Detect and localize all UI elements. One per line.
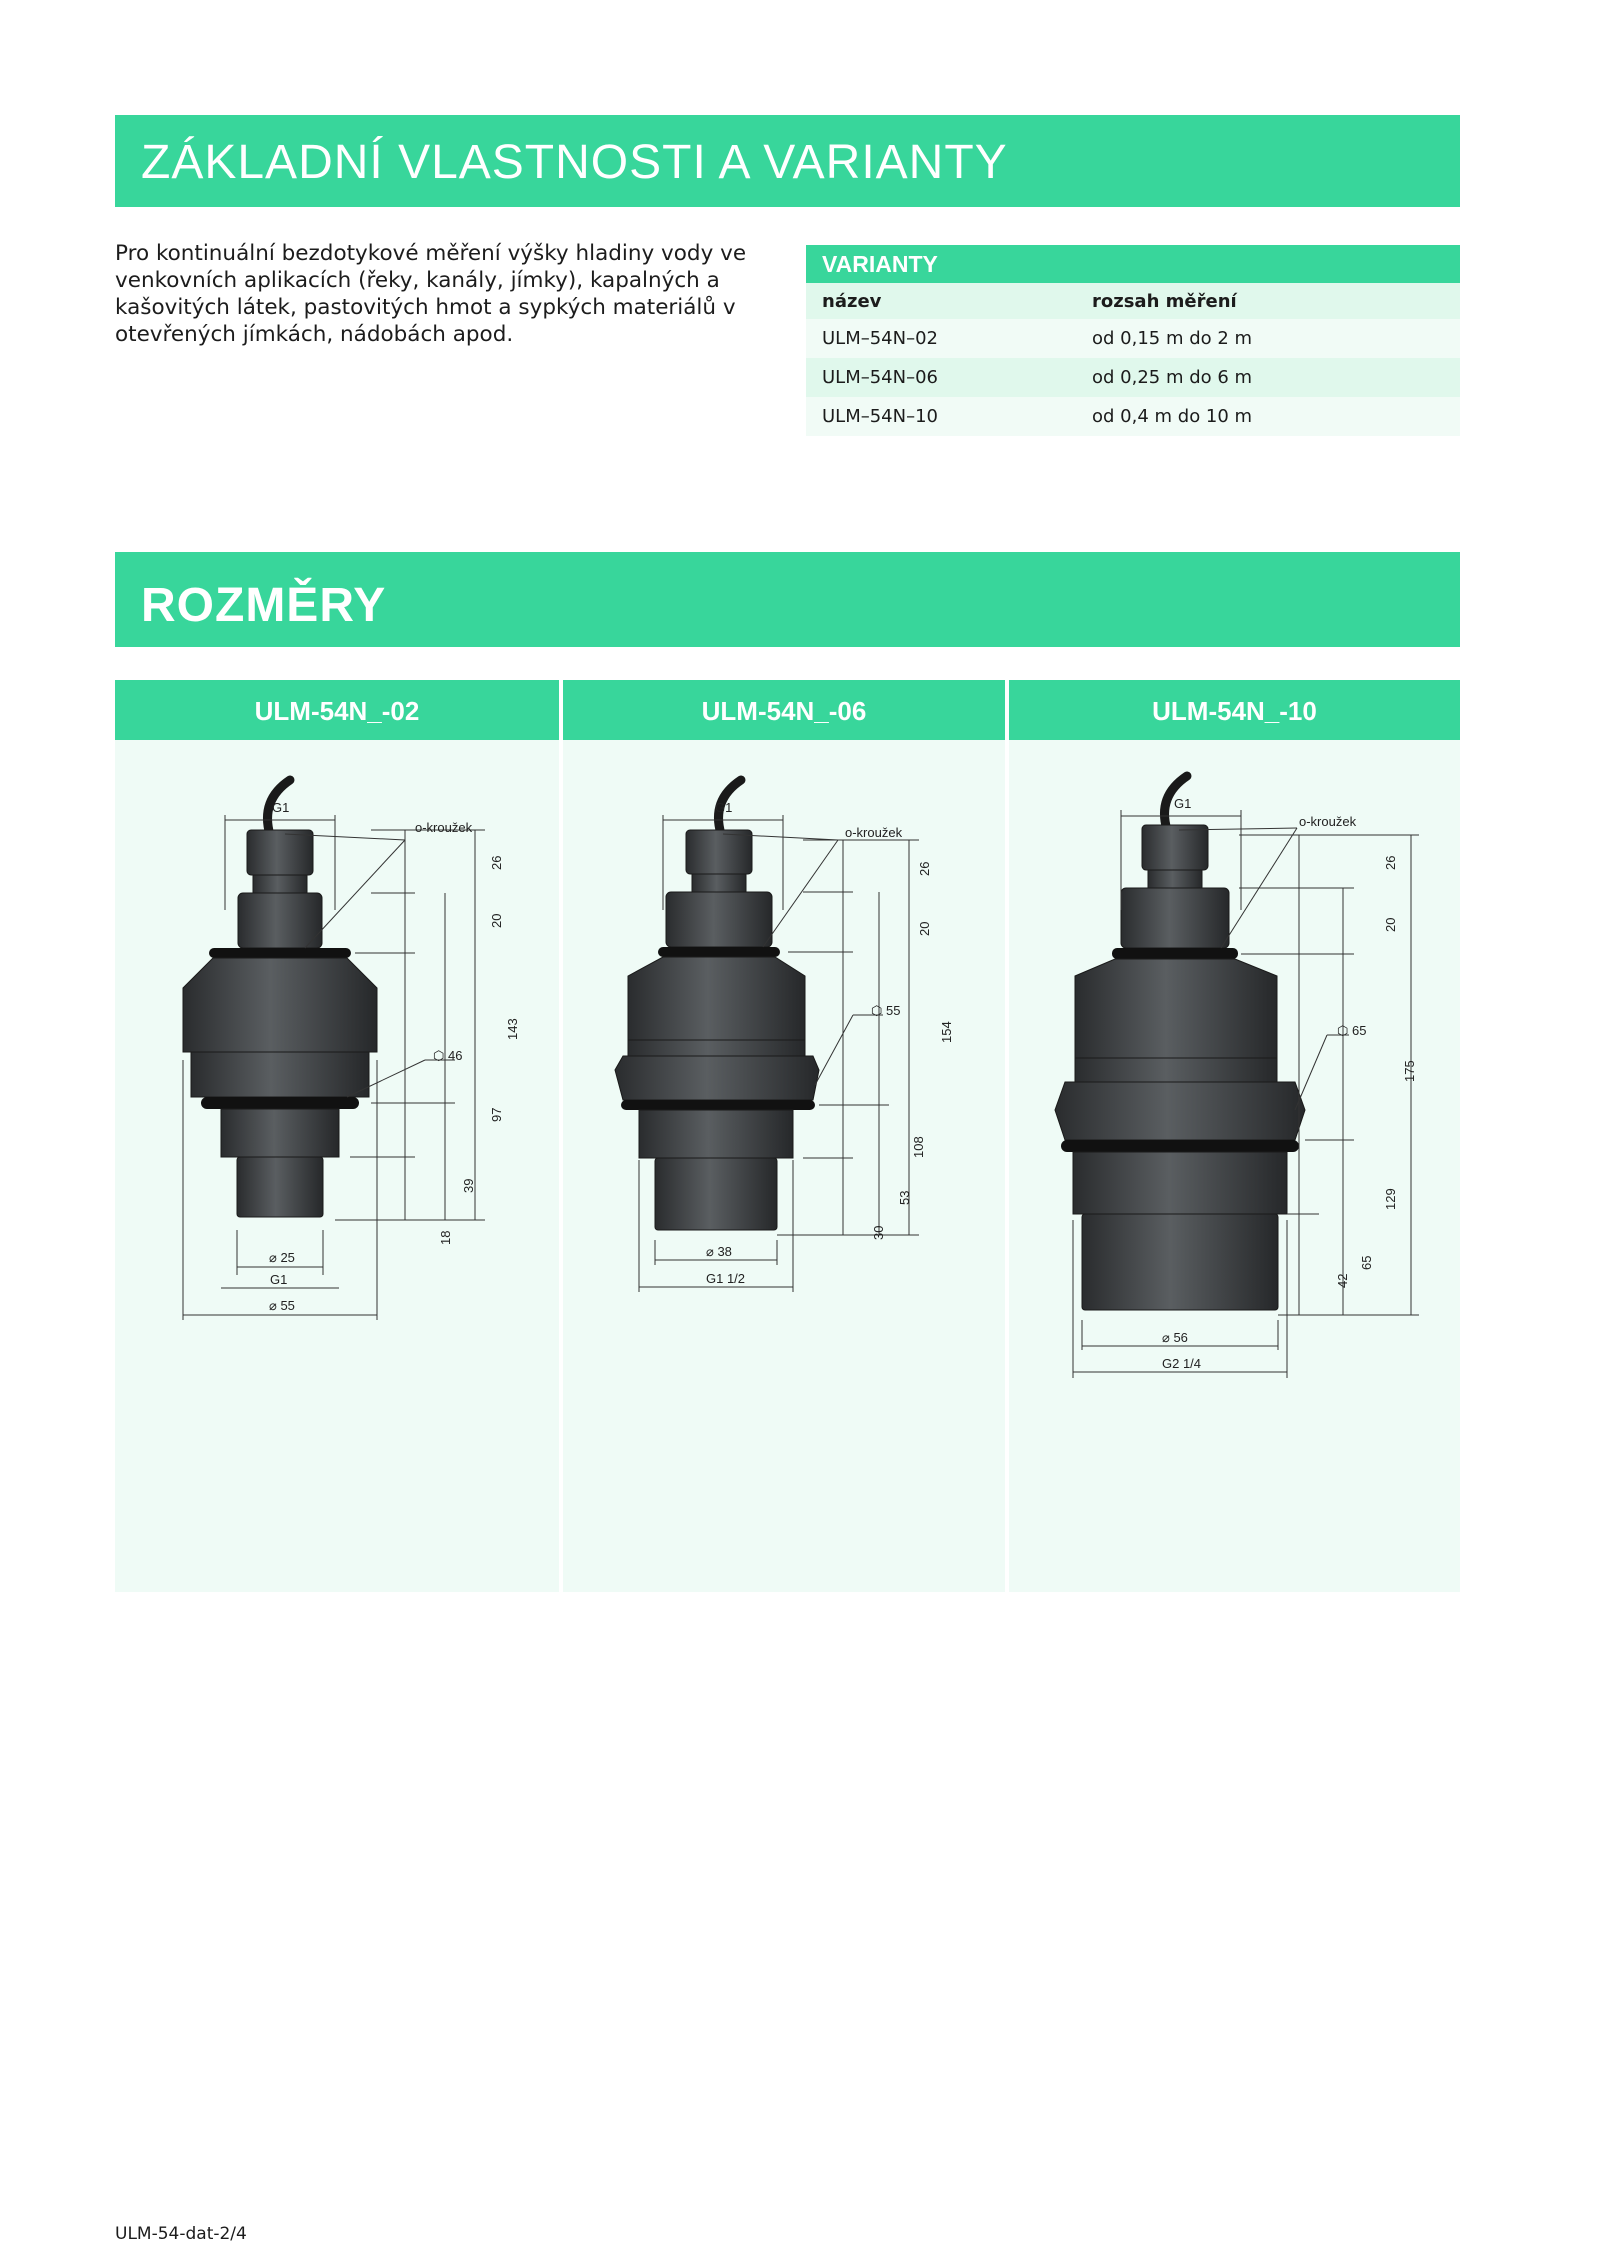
dim-20: 20 bbox=[917, 921, 932, 936]
dimension-panel-06 bbox=[563, 680, 1005, 1592]
intro-text: Pro kontinuální bezdotykové měření výšky hladiny vody ve venkovních aplikacích (řeky, kanály, jímky), kapalných a kašovitých látek, pastovitých hmot a sypkých materiálů v otevřených jímkách, nádobách apod. bbox=[115, 241, 747, 347]
dim-97: 97 bbox=[489, 1107, 504, 1122]
variant-range: od 0,15 m do 2 m bbox=[1092, 328, 1253, 349]
dim-108: 108 bbox=[911, 1136, 926, 1158]
thread-label: G1 1/2 bbox=[706, 1271, 746, 1286]
variants-table-header bbox=[806, 283, 1460, 319]
section-header-properties bbox=[115, 115, 1460, 207]
col-range-header: rozsah měření bbox=[1092, 290, 1237, 312]
dim-26: 26 bbox=[489, 855, 504, 870]
section-title: ROZMĚRY bbox=[141, 579, 387, 632]
table-row bbox=[806, 358, 1460, 397]
sensor-body bbox=[1055, 776, 1305, 1310]
panel-title: ULM-54N_-06 bbox=[563, 680, 1005, 740]
variants-table bbox=[806, 245, 1460, 436]
section-title: ZÁKLADNÍ VLASTNOSTI A VARIANTY bbox=[141, 136, 1008, 189]
dia-small-label: ⌀ 38 bbox=[706, 1244, 732, 1259]
top-thread-label: G1 bbox=[272, 800, 290, 815]
variant-name: ULM–54N–10 bbox=[822, 406, 939, 427]
dim-154: 154 bbox=[939, 1021, 954, 1043]
page-footer: ULM-54-dat-2/4 bbox=[115, 2224, 247, 2244]
dia-small-label: ⌀ 56 bbox=[1162, 1330, 1188, 1345]
hex-value: 46 bbox=[447, 1048, 463, 1063]
sensor-body bbox=[615, 780, 819, 1230]
col-name-header: název bbox=[822, 290, 882, 312]
dia-small-label: ⌀ 25 bbox=[269, 1250, 295, 1265]
variant-name: ULM–54N–02 bbox=[822, 328, 939, 349]
section-header-dimensions bbox=[115, 552, 1460, 647]
panel-title: ULM-54N_-10 bbox=[1009, 680, 1460, 740]
sensor-drawing-02 bbox=[115, 740, 559, 1592]
variant-range: od 0,25 m do 6 m bbox=[1092, 367, 1253, 388]
dim-65: 65 bbox=[1359, 1255, 1374, 1270]
table-row bbox=[806, 397, 1460, 436]
sensor-body bbox=[183, 780, 377, 1217]
top-thread-label: G1 bbox=[715, 800, 733, 815]
hex-value: 65 bbox=[1351, 1023, 1367, 1038]
variants-table-title: VARIANTY bbox=[806, 245, 1460, 283]
dim-143: 143 bbox=[505, 1018, 520, 1040]
dim-26: 26 bbox=[917, 861, 932, 876]
hex-label: ⬡ 65 bbox=[1337, 1023, 1367, 1038]
dimension-panel-10 bbox=[1009, 680, 1460, 1592]
dim-129: 129 bbox=[1383, 1188, 1398, 1210]
thread-label: G2 1/4 bbox=[1162, 1356, 1202, 1371]
dim-20: 20 bbox=[1383, 917, 1398, 932]
table-row bbox=[806, 319, 1460, 358]
dimension-panel-02 bbox=[115, 680, 559, 1592]
hex-label: ⬡ 46 bbox=[433, 1048, 463, 1063]
dim-30: 30 bbox=[871, 1225, 886, 1240]
sensor-drawing-10 bbox=[1009, 740, 1460, 1592]
dia-big-label: ⌀ 55 bbox=[269, 1298, 295, 1313]
oring-label: o-kroužek bbox=[1299, 814, 1357, 829]
dim-175: 175 bbox=[1402, 1060, 1417, 1082]
oring-label: o-kroužek bbox=[845, 825, 903, 840]
dim-18: 18 bbox=[438, 1230, 453, 1245]
variant-range: od 0,4 m do 10 m bbox=[1092, 406, 1253, 427]
hex-label: ⬡ 55 bbox=[871, 1003, 901, 1018]
dim-20: 20 bbox=[489, 913, 504, 928]
intro-paragraph bbox=[115, 240, 775, 348]
sensor-drawing-06 bbox=[563, 740, 1005, 1592]
variant-name: ULM–54N–06 bbox=[822, 367, 939, 388]
oring-label: o-kroužek bbox=[415, 820, 473, 835]
thread-label: G1 bbox=[270, 1272, 288, 1287]
dim-39: 39 bbox=[461, 1178, 476, 1193]
panel-title: ULM-54N_-02 bbox=[115, 680, 559, 740]
hex-value: 55 bbox=[885, 1003, 901, 1018]
dim-26: 26 bbox=[1383, 855, 1398, 870]
dim-42: 42 bbox=[1335, 1273, 1350, 1288]
top-thread-label: G1 bbox=[1174, 796, 1192, 811]
dim-53: 53 bbox=[897, 1190, 912, 1205]
